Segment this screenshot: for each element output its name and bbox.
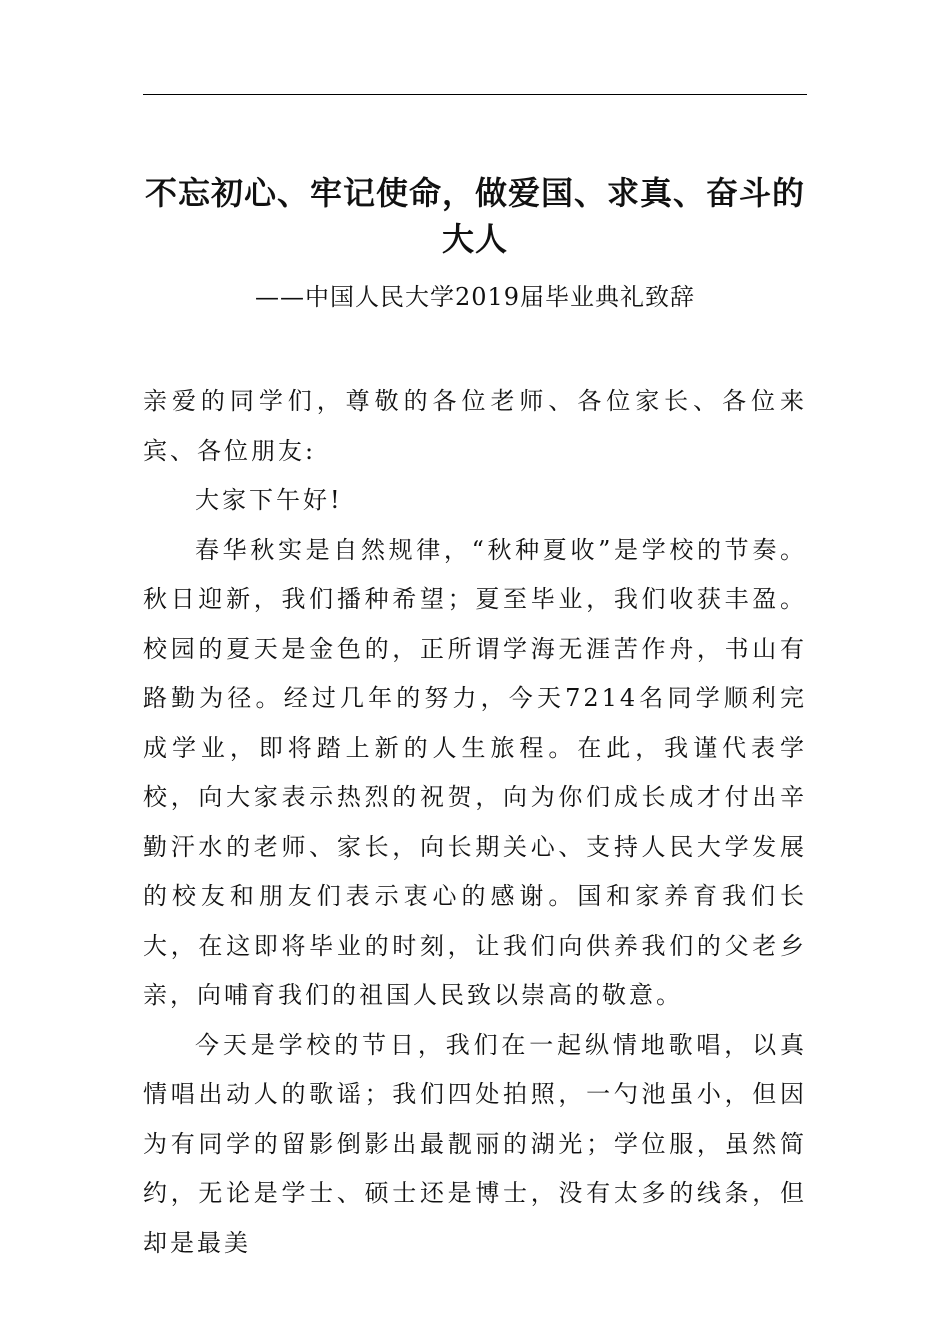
paragraph: 今天是学校的节日，我们在一起纵情地歌唱，以真情唱出动人的歌谣；我们四处拍照，一勺池虽小，但因为有同学的留影倒影出最靓丽的湖光；学位服，虽然简约，无论是学士、硕士还是博士，没有太多的线条，但却是最美 <box>143 1030 807 1257</box>
document-subtitle: ——中国人民大学2019届毕业典礼致辞 <box>254 283 696 311</box>
greeting: 大家下午好! <box>195 486 343 514</box>
header-rule <box>143 94 807 95</box>
document-title: 不忘初心、牢记使命，做爱国、求真、奋斗的大人 <box>144 174 805 258</box>
paragraph: 春华秋实是自然规律，“秋种夏收”是学校的节奏。秋日迎新，我们播种希望；夏至毕业，我们收获丰盈。校园的夏天是金色的，正所谓学海无涯苦作舟，书山有路勤为径。经过几年的努力，今天7214名同学顺利完成学业，即将踏上新的人生旅程。在此，我谨代表学校，向大家表示热烈的祝贺，向为你们成长成才付出辛勤汗水的老师、家长，向长期关心、支持人民大学发展的校友和朋友们表示衷心的感谢。国和家养育我们长大，在这即将毕业的时刻，让我们向供养我们的父老乡亲，向哺育我们的祖国人民致以崇高的敬意。 <box>143 535 807 1009</box>
document-body <box>143 377 807 1268</box>
salutation: 亲爱的同学们，尊敬的各位老师、各位家长、各位来宾、各位朋友: <box>143 387 807 465</box>
